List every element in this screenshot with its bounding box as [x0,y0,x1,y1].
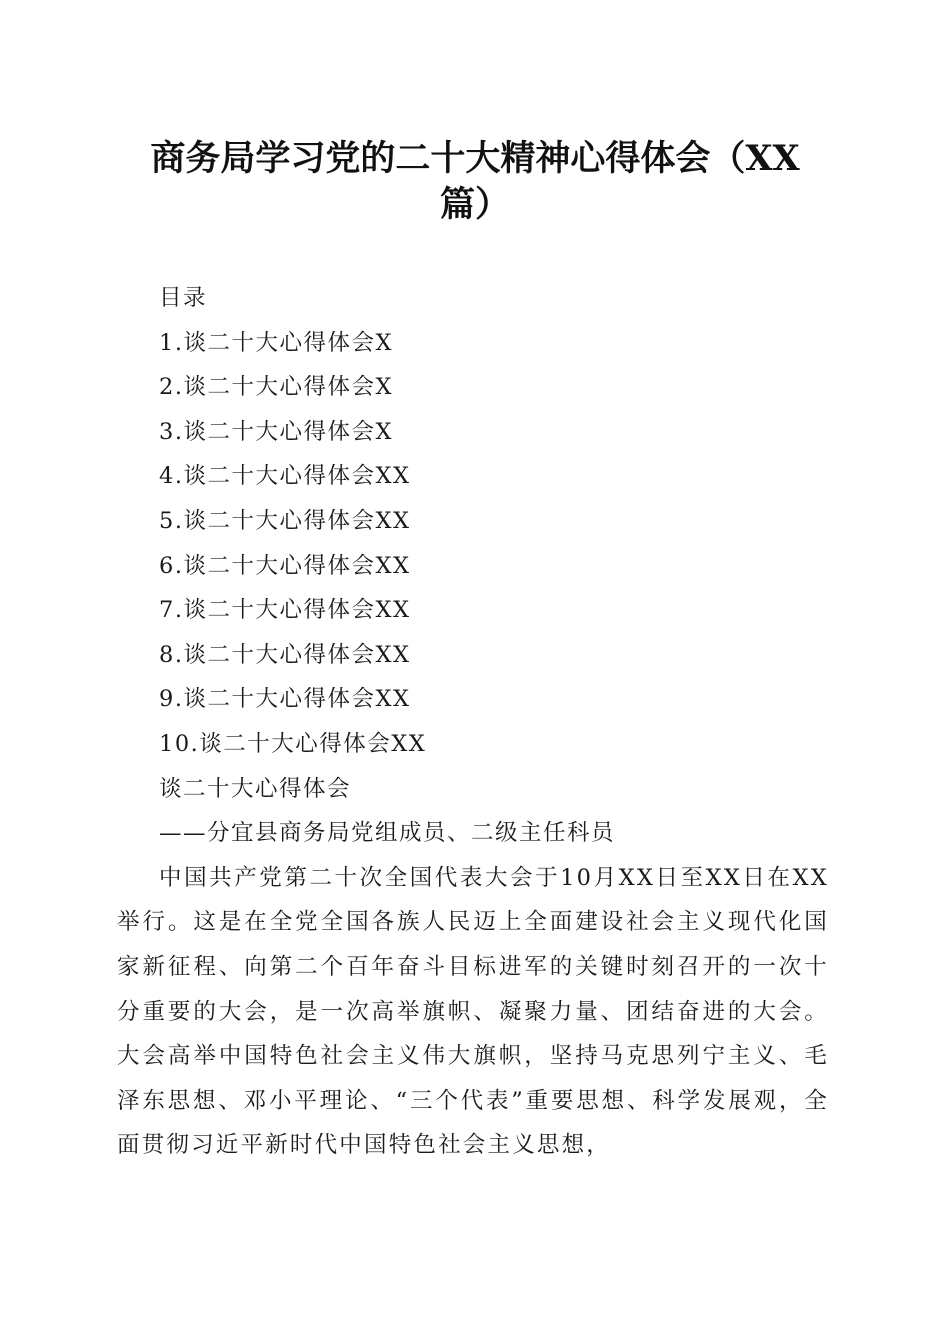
table-of-contents [117,321,829,767]
toc-item: 3.谈二十大心得体会X [159,418,393,445]
toc-item: 1.谈二十大心得体会X [159,329,393,356]
author-line: ——分宜县商务局党组成员、二级主任科员 [159,820,616,847]
article-title: 谈二十大心得体会 [159,775,352,802]
toc-item: 4.谈二十大心得体会XX [159,463,411,490]
title-line-1: 商务局学习党的二十大精神心得体会（XX [150,138,800,179]
toc-heading: 目录 [159,285,208,311]
toc-item: 7.谈二十大心得体会XX [159,597,411,624]
document-title [110,136,840,228]
document-body [117,276,829,1168]
title-line-2: 篇） [439,184,510,225]
toc-item: 6.谈二十大心得体会XX [159,552,411,579]
toc-item: 8.谈二十大心得体会XX [159,641,411,668]
toc-item: 10.谈二十大心得体会XX [159,730,427,757]
toc-item: 2.谈二十大心得体会X [159,374,393,401]
body-paragraph: 中国共产党第二十次全国代表大会于10月XX日至XX日在XX举行。这是在全党全国各族人民迈上全面建设社会主义现代化国家新征程、向第二个百年奋斗目标进军的关键时刻召开的一次十分重要的大会，是一次高举旗帜、凝聚力量、团结奋进的大会。大会高举中国特色社会主义伟大旗帜，坚持马克思列宁主义、毛泽东思想、邓小平理论、“三个代表”重要思想、科学发展观，全面贯彻习近平新时代中国特色社会主义思想， [117,864,829,1159]
toc-item: 5.谈二十大心得体会XX [159,507,411,534]
toc-item: 9.谈二十大心得体会XX [159,686,411,713]
